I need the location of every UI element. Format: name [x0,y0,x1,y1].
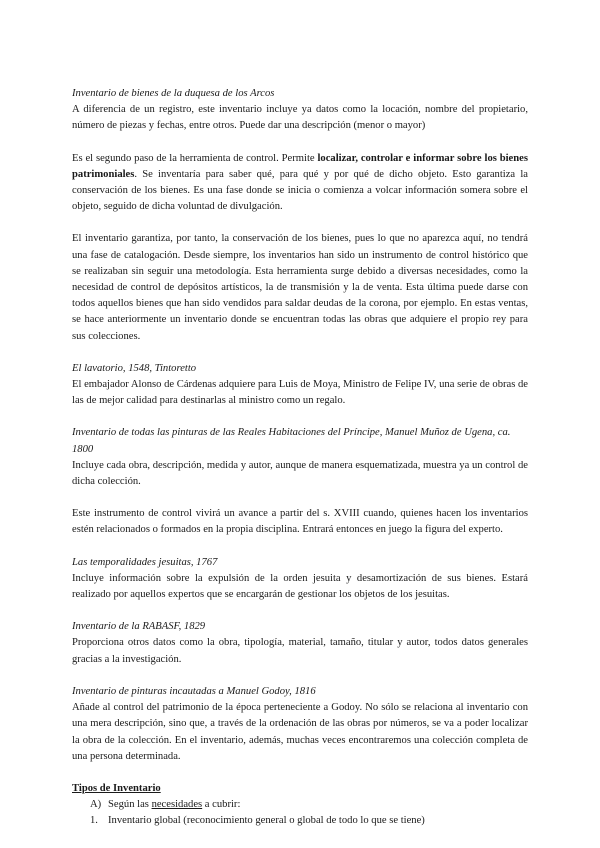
list-item-1 [72,813,528,829]
list-item-text [108,797,240,813]
paragraph-lavatorio: El embajador Alonso de Cárdenas adquiere para Luis de Moya, Ministro de Felipe IV, una serie de obras de las de mejor calidad para destinarlas al ministro como un regalo. [72,379,528,407]
paragraph-duquesa-arcos: A diferencia de un registro, este inventario incluye ya datos como la locación, nombre del propietario, número de piezas y fechas, entre otros. Puede dar una descripción (menor o mayor) [72,104,528,132]
list-item-a [72,797,528,813]
paragraph-instrumento-control: Este instrumento de control vivirá un avance a partir del s. XVIII cuando, quienes hacen los inventarios estén relacionados o formados en la propia disciplina. Entrará entonces en juego la figura del experto. [72,508,528,536]
text-segment: Es el segundo paso de la herramienta de control. Permite [72,152,318,164]
list-item-text: Inventario global (reconocimiento general o global de todo lo que se tiene) [108,815,425,827]
paragraph-temporalidades-jesuitas: Incluye información sobre la expulsión de la orden jesuita y desamortización de sus bienes. Estará realizado por aquellos expertos que se encargarán de gestionar los objetos de los jesuitas. [72,572,528,601]
section-title-tipos-inventario: Tipos de Inventario [72,782,161,794]
paragraph-inventario-garantiza: El inventario garantiza, por tanto, la conservación de los bienes, pues lo que no aparezca aquí, no tendrá una fase de catalogación. Desde siempre, los inventarios han sido un instrumento de control histórico que se realizaban sin seguir una metodología. Esta herramienta surge debido a diversas necesidades, como la necesidad de control de depósitos artísticos, la de transmisión y la de venta. Esta última puede darse con todos aquellos bienes que han sido vendidos para saldar deudas de la corona, por ejemplo. En estas ventas, se hace anteriormente un inventario donde se encuentran todas las obras que adquiere el propio rey para sus colecciones. [72,233,528,342]
paragraph-reales-habitaciones: Incluye cada obra, descripción, medida y autor, aunque de manera esquematizada, muestra ya un control de dicha colección. [72,459,528,488]
text-segment: a cubrir: [202,799,241,811]
paragraph-segundo-paso [72,151,528,216]
heading-reales-habitaciones: Inventario de todas las pinturas de las Reales Habitaciones del Príncipe, Manuel Muñoz de Ugena, ca. 1800 [72,427,511,455]
paragraph-godoy: Añade al control del patrimonio de la época perteneciente a Godoy. No sólo se relaciona al inventario con una mera descripción, sino que, a través de la ordenación de las obras por números, se va a poder localizar la obra de la colección. En el inventario, además, muchas veces encontraremos una colección completa de una persona determinada. [72,702,528,762]
heading-lavatorio: El lavatorio, 1548, Tintoretto [72,362,197,374]
list-marker: 1. [90,815,98,827]
paragraph-rabasf: Proporciona otros datos como la obra, tipología, material, tamaño, titular y autor, todos datos generales gracias a la investigación. [72,637,528,665]
heading-temporalidades-jesuitas: Las temporalidades jesuitas, 1767 [72,556,218,568]
text-segment: . Se inventaría para saber qué, para qué y por qué de dicho objeto. Esto garantiza la conservación de los bienes. Es una fase donde se inicia o comienza a volcar información somera sobre el objeto, seguido de dicha voluntad de divulgación. [72,168,528,213]
text-segment: Según las [108,799,152,811]
bold-text-localizar: localizar, controlar e informar sobre los bienes patrimoniales [72,152,528,180]
heading-duquesa-arcos: Inventario de bienes de la duquesa de los Arcos [72,88,275,99]
list-marker: A) [90,799,102,811]
heading-rabasf: Inventario de la RABASF, 1829 [72,621,206,633]
heading-godoy: Inventario de pinturas incautadas a Manuel Godoy, 1816 [72,685,316,697]
underlined-necesidades: necesidades [151,799,203,811]
